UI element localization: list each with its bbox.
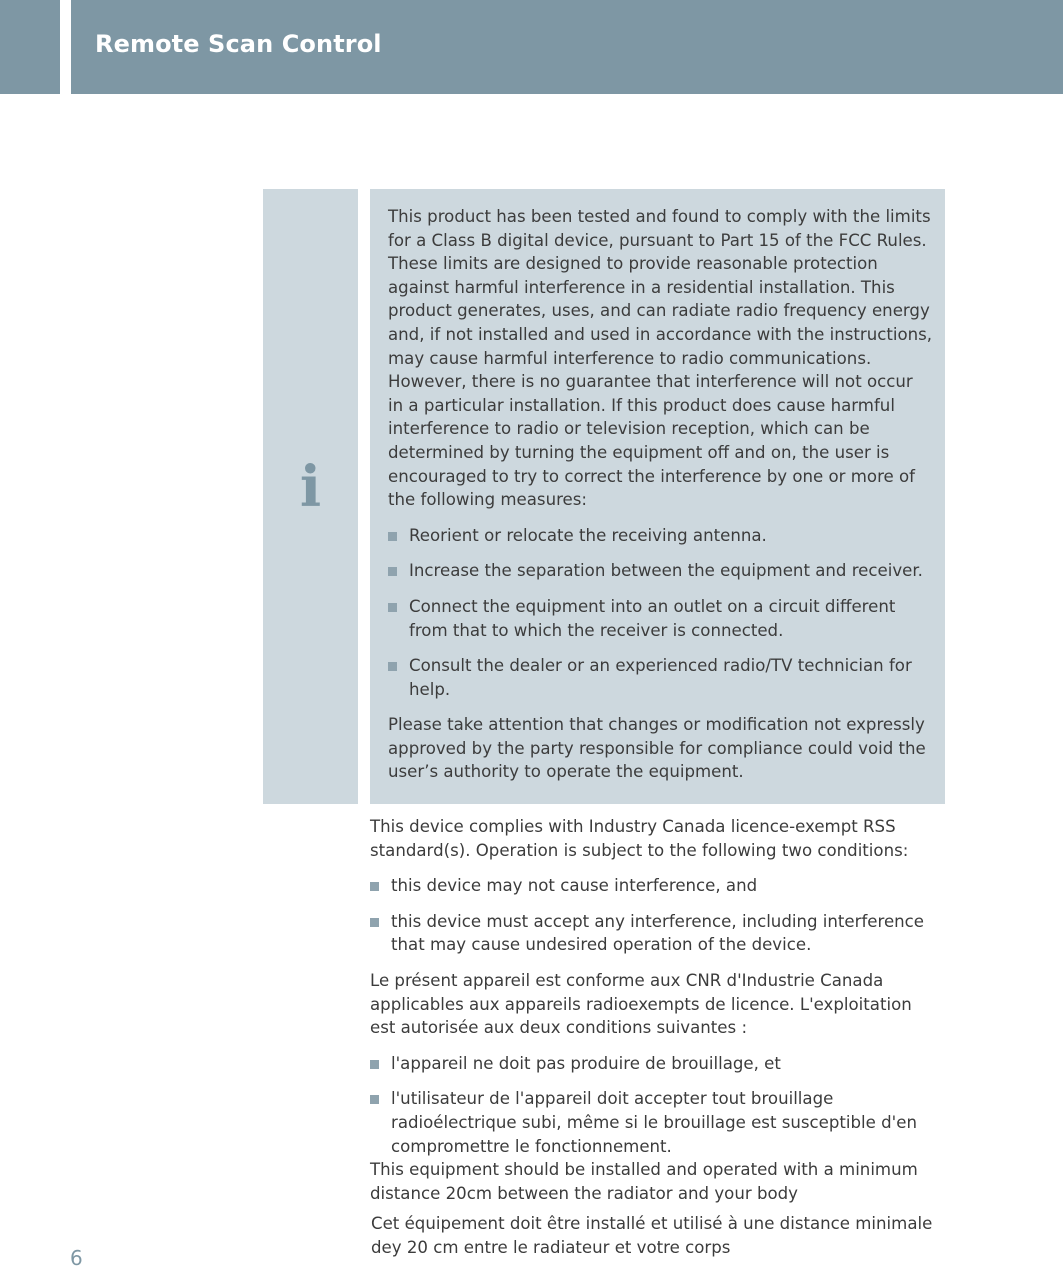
compliance-text (370, 815, 940, 1205)
fcc-measures-list (388, 524, 933, 702)
canada-en-intro: This device complies with Industry Canada licence-exempt RSS standard(s). Operation is subject to the following two conditions: (370, 817, 909, 860)
list-item: this device must accept any interference, including interference that may cause undesired operation of the device. (370, 910, 940, 957)
header-bar (71, 0, 1063, 94)
list-item: Increase the separation between the equipment and receiver. (388, 559, 933, 583)
canada-en-conditions (370, 874, 940, 957)
canada-fr-conditions (370, 1052, 940, 1158)
list-item: Consult the dealer or an experienced radio/TV technician for help. (388, 654, 933, 701)
list-item: this device may not cause interference, and (370, 874, 940, 898)
info-icon: i (299, 454, 322, 520)
fcc-intro: This product has been tested and found to comply with the limits for a Class B digital device, pursuant to Part 15 of the FCC Rules. These limits are designed to provide reasonable protection against harmful interference in a residential installation. This product generates, uses, and can radiate radio frequency energy and, if not installed and used in accordance with the instructions, may cause harmful interference to radio communications. However, there is no guarantee that interference will not occur in a particular installation. If this product does cause harmful interference to radio or television reception, which can be determined by turning the equipment off and on, the user is encouraged to try to correct the interference by one or more of the following measures: (388, 207, 933, 510)
list-item: Reorient or relocate the receiving antenna. (388, 524, 933, 548)
fcc-notice-box (370, 189, 945, 804)
canada-fr-intro: Le présent appareil est conforme aux CNR d'Industrie Canada applicables aux appareils radioexempts de licence. L'exploitation est autorisée aux deux conditions suivantes : (370, 970, 912, 1038)
page-number: 6 (70, 1246, 83, 1270)
info-icon-column (263, 189, 358, 804)
list-item: Connect the equipment into an outlet on a circuit different from that to which the receiver is connected. (388, 595, 933, 642)
page-title: Remote Scan Control (95, 30, 382, 58)
list-item: l'appareil ne doit pas produire de brouillage, et (370, 1052, 940, 1076)
list-item: l'utilisateur de l'appareil doit accepter tout brouillage radioélectrique subi, même si le brouillage est susceptible d'en compromettre le fonctionnement. (370, 1087, 940, 1158)
distance-en: This equipment should be installed and operated with a minimum distance 20cm between the radiator and your body (370, 1160, 918, 1203)
distance-fr: Cet équipement doit être installé et utilisé à une distance minimale dey 20 cm entre le radiateur et votre corps (371, 1214, 933, 1257)
fcc-closing: Please take attention that changes or modification not expressly approved by the party responsible for compliance could void the user’s authority to operate the equipment. (388, 715, 926, 782)
header-side-block (0, 0, 60, 94)
